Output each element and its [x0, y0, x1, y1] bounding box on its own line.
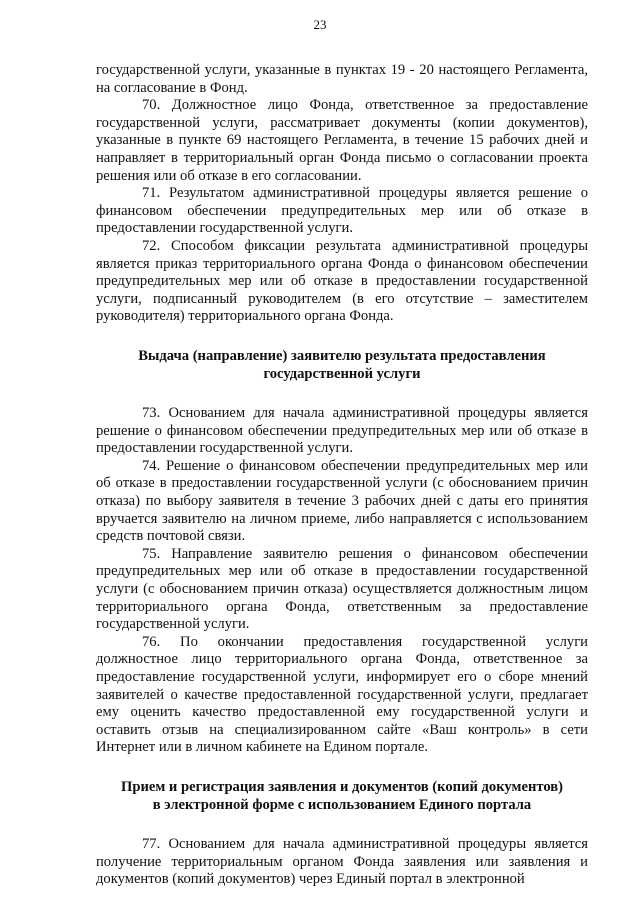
page-number: 23: [313, 17, 327, 32]
paragraph-71: 71. Результатом административной процедуры является решение о финансовом обеспечении предупредительных мер или об отказе в предоставлении государственной услуги.: [96, 185, 588, 237]
section-heading-electronic-submission: Прием и регистрация заявления и документов (копий документов) в электронной форме с использованием Единого портала: [120, 778, 564, 813]
paragraph-76: 76. По окончании предоставления государственной услуги должностное лицо территориального органа Фонда, ответственное за предоставление государственной услуги, информирует его о сборе мнений заявителей о качестве предоставленной государственной услуги, предлагает ему оценить качество предоставленной ему государственной услуги и оставить отзыв на специализированном сайте «Ваш контроль» в сети Интернет или в личном кабинете на Едином портале.: [96, 633, 588, 756]
section-heading-result-delivery: Выдача (направление) заявителю результата предоставления государственной услуги: [138, 347, 546, 382]
paragraph-70: 70. Должностное лицо Фонда, ответственное за предоставление государственной услуги, рассматривает документы (копии документов), указанные в пункте 69 настоящего Регламента, в течение 15 рабочих дней и направляет в территориальный орган Фонда письмо о согласовании проекта решения или об отказе в его согласовании.: [96, 97, 588, 184]
paragraph-75: 75. Направление заявителю решения о финансовом обеспечении предупредительных мер или об отказе в предоставлении государственной услуги (с обоснованием причин отказа) осуществляется должностным лицом территориального органа Фонда, ответственным за предоставление государственной услуги.: [96, 545, 588, 633]
paragraph-69-continuation: государственной услуги, указанные в пунктах 19 - 20 настоящего Регламента, на согласование в Фонд.: [96, 62, 588, 96]
paragraph-77: 77. Основанием для начала административной процедуры является получение территориальным органом Фонда заявления или заявления и документов (копий документов) через Единый портал в электронной: [96, 836, 588, 888]
paragraph-73: 73. Основанием для начала административной процедуры является решение о финансовом обеспечении предупредительных мер или об отказе в предоставлении государственной услуги.: [96, 405, 588, 457]
paragraph-74: 74. Решение о финансовом обеспечении предупредительных мер или об отказе в предоставлении государственной услуги (с обоснованием причин отказа) по выбору заявителя в течение 3 рабочих дней с даты его принятия вручается заявителю на личном приеме, либо направляется с использованием средств почтовой связи.: [96, 457, 588, 545]
document-body: [96, 62, 588, 889]
paragraph-72: 72. Способом фиксации результата административной процедуры является приказ территориального органа Фонда о финансовом обеспечении предупредительных мер или об отказе в предоставлении государственной услуги, подписанный руководителем (в его отсутствие – заместителем руководителя) территориального органа Фонда.: [96, 237, 588, 325]
